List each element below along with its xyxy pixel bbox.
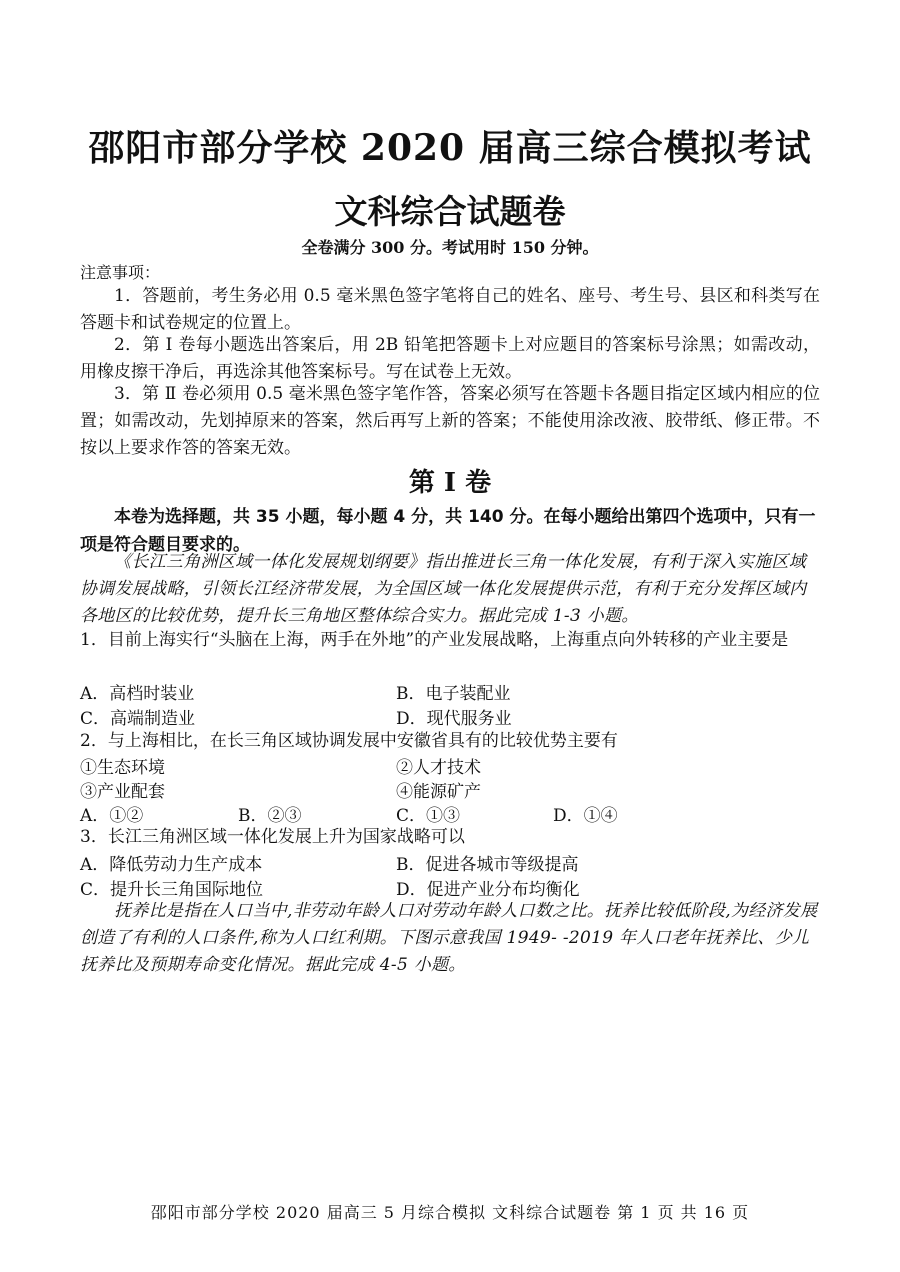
- page-footer: 邵阳市部分学校 2020 届高三 5 月综合模拟 文科综合试题卷 第 1 页 共 16 页: [150, 1203, 750, 1222]
- exam-meta: 全卷满分 300 分。考试用时 150 分钟。: [301, 238, 599, 257]
- q1-option-c: C．高端制造业: [80, 709, 196, 729]
- q2-item-2: ②人才技术: [396, 758, 481, 778]
- note-item-3: 3．第 Ⅱ 卷必须用 0.5 毫米黑色签字笔作答，答案必须写在答题卡各题目指定区域内相应的位置；如需改动，先划掉原来的答案，然后再写上新的答案；不能使用涂改液、胶带纸、修正带。不按以上要求作答的答案无效。: [80, 384, 820, 458]
- question-1-stem: 1．目前上海实行“头脑在上海，两手在外地”的产业发展战略，上海重点向外转移的产业主要是: [80, 630, 789, 650]
- note-item-2: 2．第 Ⅰ 卷每小题选出答案后，用 2B 铅笔把答题卡上对应题目的答案标号涂黑；如需改动，用橡皮擦干净后，再选涂其他答案标号。写在试卷上无效。: [80, 335, 820, 382]
- q3-option-a: A．降低劳动力生产成本: [80, 855, 263, 875]
- question-2-stem: 2．与上海相比，在长三角区域协调发展中安徽省具有的比较优势主要有: [80, 731, 618, 751]
- reading-passage-2: 抚养比是指在人口当中,非劳动年龄人口对劳动年龄人口数之比。抚养比较低阶段,为经济发展创造了有利的人口条件,称为人口红利期。下图示意我国 1949- -2019 年人口老年抚养比、少儿抚养比及预期寿命变化情况。据此完成 4-5 小题。: [80, 901, 818, 975]
- q3-option-d: D．促进产业分布均衡化: [396, 880, 580, 900]
- reading-passage-1: 《长江三角洲区域一体化发展规划纲要》指出推进长三角一体化发展，有利于深入实施区域协调发展战略，引领长江经济带发展，为全国区域一体化发展提供示范，有利于充分发挥区域内各地区的比较优势，提升长三角地区整体综合实力。据此完成 1-3 小题。: [80, 552, 807, 626]
- q3-option-c: C．提升长三角国际地位: [80, 880, 264, 900]
- q2-item-4: ④能源矿产: [396, 782, 481, 802]
- q2-item-1: ①生态环境: [80, 758, 165, 778]
- q2-item-3: ③产业配套: [80, 782, 165, 802]
- exam-title: 邵阳市部分学校 2020 届高三综合模拟考试: [88, 127, 812, 169]
- notes-heading: 注意事项：: [80, 263, 161, 282]
- question-3-stem: 3．长江三角洲区域一体化发展上升为国家战略可以: [80, 827, 465, 847]
- q1-option-d: D．现代服务业: [396, 709, 512, 729]
- q2-option-b: B．②③: [238, 806, 302, 826]
- q2-option-d: D．①④: [553, 806, 618, 826]
- section-title: 第 Ⅰ 卷: [408, 468, 492, 498]
- q2-option-c: C．①③: [396, 806, 461, 826]
- q3-option-b: B．促进各城市等级提高: [396, 855, 579, 875]
- q2-option-a: A．①②: [80, 806, 144, 826]
- section-intro: 本卷为选择题，共 35 小题，每小题 4 分，共 140 分。在每小题给出第四个选项中，只有一项是符合题目要求的。: [80, 507, 816, 555]
- note-item-1: 1．答题前，考生务必用 0.5 毫米黑色签字笔将自己的姓名、座号、考生号、县区和科类写在答题卡和试卷规定的位置上。: [80, 286, 820, 333]
- q1-option-a: A．高档时装业: [80, 684, 195, 704]
- q1-option-b: B．电子装配业: [396, 684, 511, 704]
- exam-subtitle: 文科综合试题卷: [334, 192, 566, 231]
